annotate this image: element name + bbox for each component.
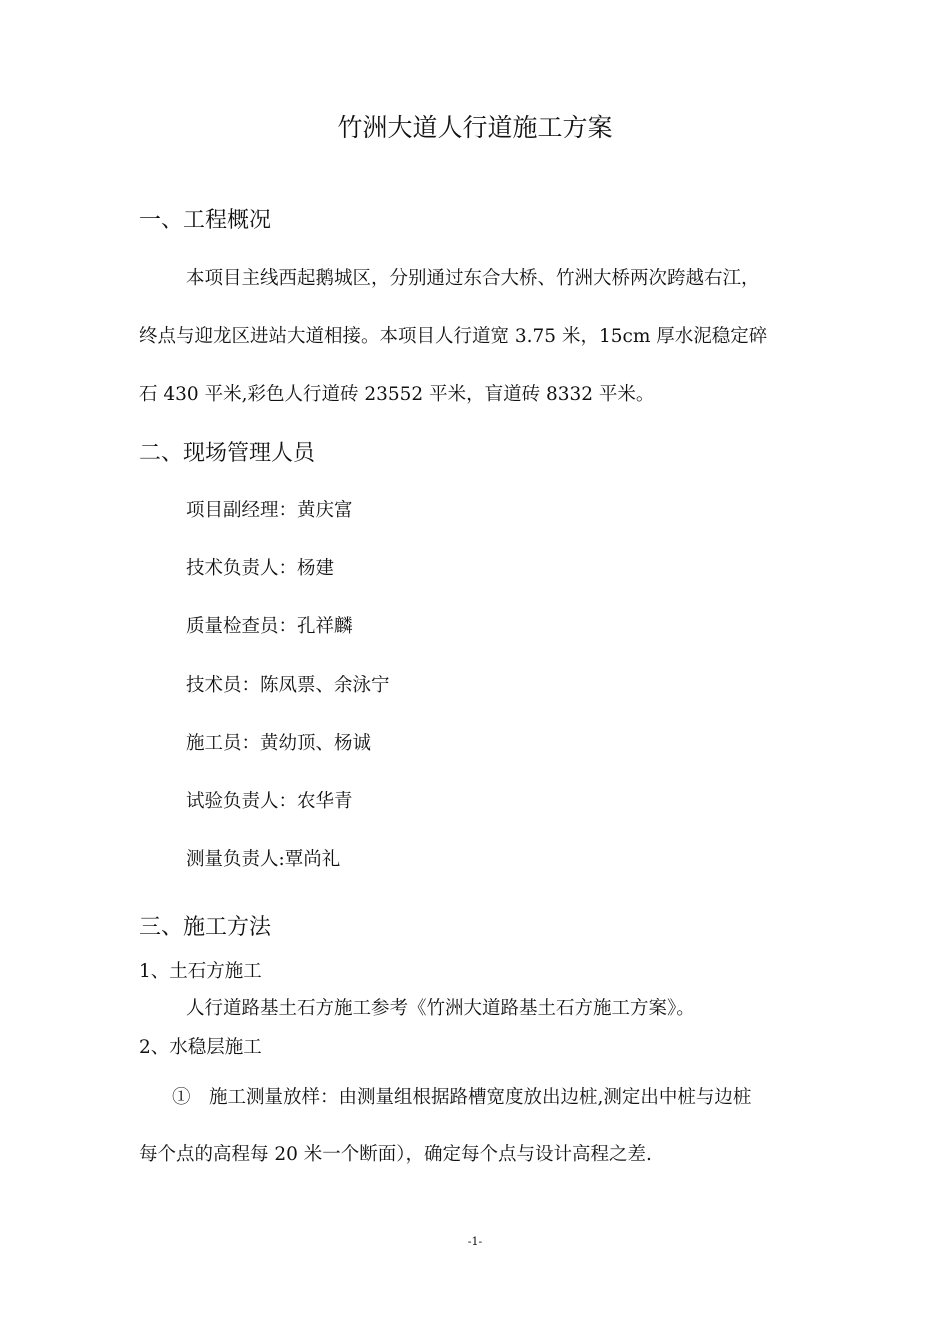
staff-item: 质量检查员：孔祥麟: [186, 616, 353, 637]
staff-item: 技术员：陈凤票、余泳宁: [186, 675, 390, 696]
overview-line-2: 终点与迎龙区进站大道相接。本项目人行道宽 3.75 米，15cm 厚水泥稳定碎: [139, 326, 768, 347]
overview-line-3: 石 430 平米,彩色人行道砖 23552 平米，盲道砖 8332 平米。: [139, 384, 655, 405]
method-sub1-title: 1、土石方施工: [139, 961, 262, 982]
overview-line-1: 本项目主线西起鹅城区，分别通过东合大桥、竹洲大桥两次跨越右江，: [186, 268, 760, 289]
staff-item: 项目副经理：黄庆富: [186, 500, 353, 521]
method-step1-line2: 每个点的高程每 20 米一个断面），确定每个点与设计高程之差.: [139, 1144, 652, 1165]
section-heading-staff: 二、现场管理人员: [139, 441, 316, 466]
document-title: 竹洲大道人行道施工方案: [337, 113, 613, 142]
staff-item: 试验负责人：农华青: [186, 791, 353, 812]
section-heading-overview: 一、工程概况: [139, 208, 272, 233]
staff-item: 技术负责人：杨建: [186, 558, 335, 579]
method-step1-line1: ① 施工测量放样：由测量组根据路槽宽度放出边桩,测定出中桩与边桩: [172, 1087, 752, 1108]
staff-item: 施工员：黄幼顶、杨诚: [186, 733, 372, 754]
page-number: -1-: [467, 1235, 483, 1248]
method-sub2-title: 2、水稳层施工: [139, 1037, 262, 1058]
section-heading-method: 三、施工方法: [139, 915, 272, 940]
staff-item: 测量负责人:覃尚礼: [186, 849, 341, 870]
method-sub1-text: 人行道路基土石方施工参考《竹洲大道路基土石方施工方案》。: [186, 998, 695, 1019]
